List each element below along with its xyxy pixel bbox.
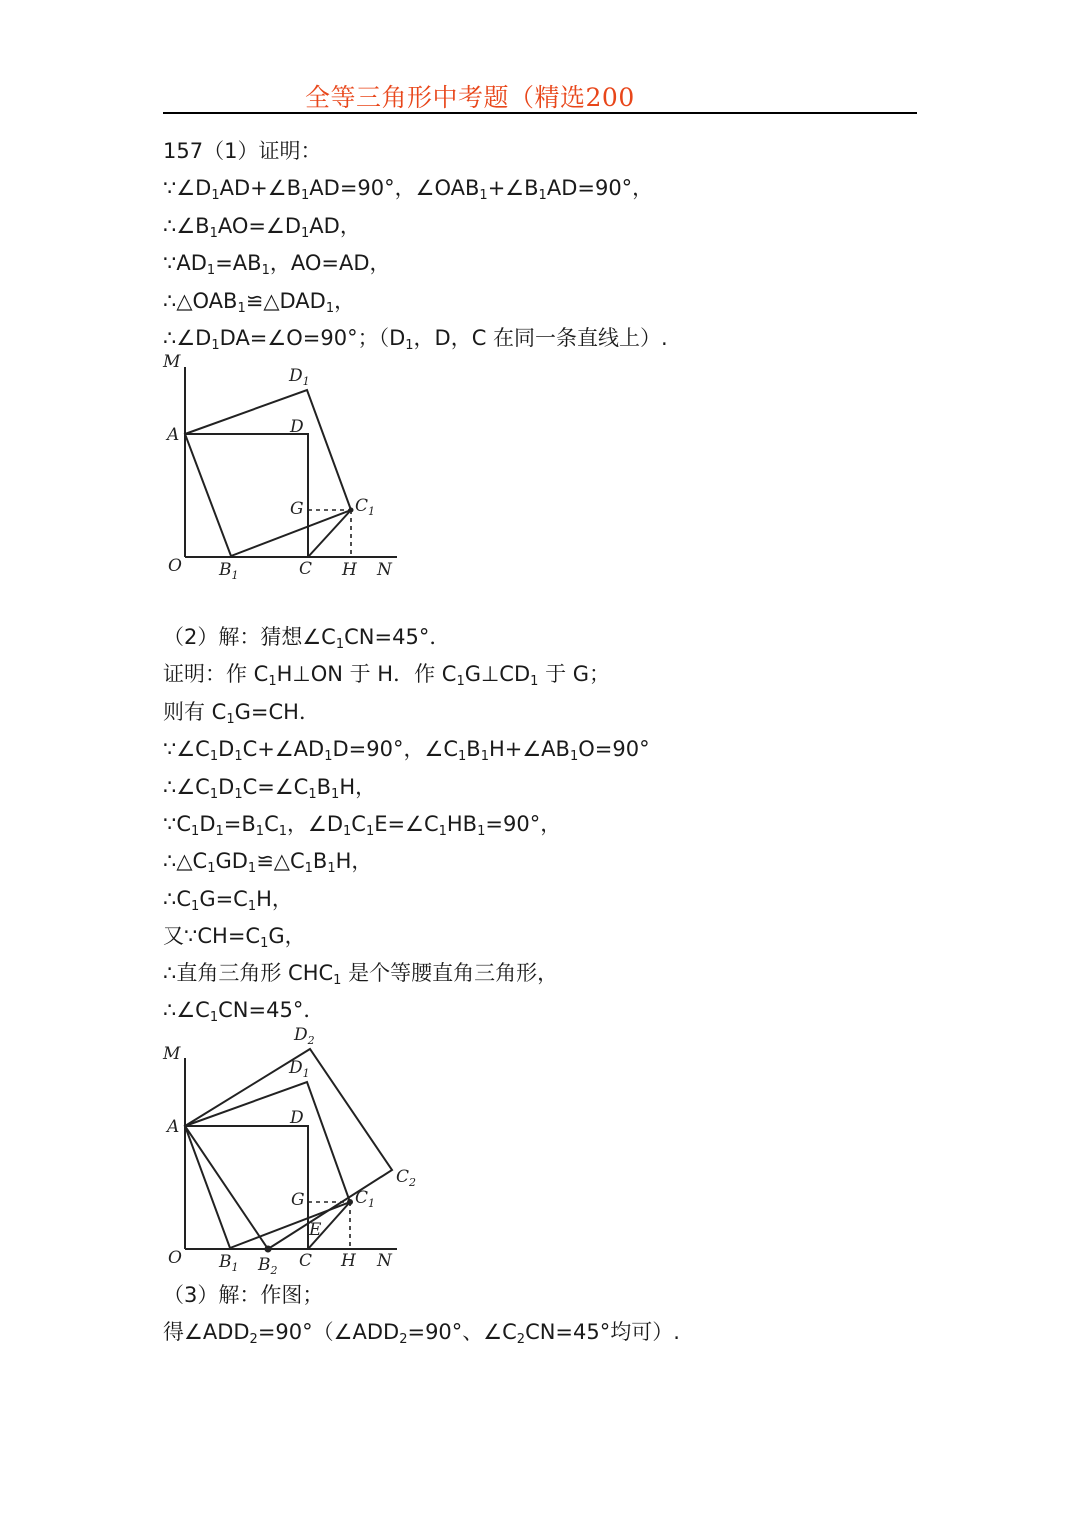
subscript: 1 <box>301 188 310 203</box>
subscript: 1 <box>480 749 489 764</box>
subscript: 1 <box>255 824 265 839</box>
subscript: 1 <box>438 824 447 839</box>
text-run: AD+∠B <box>219 176 302 200</box>
text-run: H， <box>256 887 293 911</box>
text-run: GD <box>215 849 248 873</box>
text-run: ∵C <box>163 812 192 836</box>
label-d1: $D_1$ <box>289 1058 310 1080</box>
text-run: =AB <box>215 251 262 275</box>
subscript: 1 <box>207 861 216 876</box>
text-run: ∴C <box>163 887 192 911</box>
subscript: 1 <box>237 301 246 316</box>
subscript: 1 <box>261 263 270 278</box>
text-run: ，D，C 在同一条直线上）. <box>413 326 668 350</box>
subscript: 1 <box>538 188 547 203</box>
label-h: H <box>341 1251 356 1271</box>
subscript: 1 <box>247 899 257 914</box>
text-run: ∴直角三角形 CHC <box>163 961 334 985</box>
text-run: =90°（∠ADD <box>257 1320 400 1344</box>
text-run: D <box>218 737 235 761</box>
text-run: E=∠C <box>374 812 439 836</box>
text-run: （3）解：作图； <box>163 1283 324 1307</box>
text-run: ∵∠C <box>163 737 210 761</box>
text-run: ∴△OAB <box>163 289 238 313</box>
text-run: AO=∠D <box>217 214 301 238</box>
text-run: CN=45°． <box>344 625 451 649</box>
text-run: G=C <box>199 887 248 911</box>
subscript: 1 <box>234 787 243 802</box>
text-run: ∴△C <box>163 849 208 873</box>
subscript: 1 <box>278 824 288 839</box>
text-run: B <box>316 775 332 799</box>
text-run: C <box>264 812 279 836</box>
subscript: 1 <box>304 861 313 876</box>
subscript: 1 <box>209 787 219 802</box>
text-run: C+∠AD <box>242 737 325 761</box>
text-run: ∴∠D <box>163 326 212 350</box>
subscript: 1 <box>365 824 375 839</box>
subscript: 1 <box>211 338 220 353</box>
text-run: HB <box>446 812 478 836</box>
text-run: ∴∠C <box>163 998 210 1022</box>
label-o: O <box>168 556 182 576</box>
subscript: 1 <box>479 188 488 203</box>
subscript: 1 <box>405 338 414 353</box>
subscript: 1 <box>530 674 539 689</box>
text-run: 则有 C <box>163 700 227 724</box>
subscript: 1 <box>211 188 220 203</box>
label-c1: $C_1$ <box>355 496 376 518</box>
subscript: 1 <box>226 712 235 727</box>
text-run: ， <box>334 289 356 313</box>
label-c2: $C_2$ <box>396 1167 417 1189</box>
label-e: E <box>309 1220 322 1240</box>
subscript: 2 <box>249 1332 258 1347</box>
subscript: 1 <box>335 637 345 652</box>
subscript: 1 <box>209 1010 219 1025</box>
text-run: CN=45°均可）. <box>525 1320 680 1344</box>
subscript: 1 <box>327 861 336 876</box>
subscript: 1 <box>209 226 218 241</box>
text-run: 是个等腰直角三角形， <box>341 961 559 985</box>
text-run: H， <box>339 775 377 799</box>
subscript: 1 <box>206 263 216 278</box>
subscript: 1 <box>325 301 335 316</box>
label-c: C <box>299 1251 313 1271</box>
text-run: =90°、∠C <box>407 1320 517 1344</box>
text-run: G⊥CD <box>464 662 531 686</box>
text-run: H+∠AB <box>488 737 570 761</box>
text-run: 157（1）证明： <box>163 139 322 163</box>
subscript: 1 <box>191 899 200 914</box>
subscript: 1 <box>247 861 257 876</box>
text-run: D=90°，∠C <box>332 737 458 761</box>
label-b2: $B_2$ <box>258 1255 278 1277</box>
text-run: ≌△DAD <box>245 289 326 313</box>
text-run: ，AO=AD， <box>269 251 391 275</box>
text-run: CN=45°． <box>218 998 325 1022</box>
subscript: 1 <box>333 973 342 988</box>
label-d2: $D_2$ <box>294 1025 315 1047</box>
subscript: 1 <box>301 226 310 241</box>
subscript: 1 <box>209 749 219 764</box>
label-b1: $B_1$ <box>219 1252 239 1274</box>
text-run: B <box>466 737 481 761</box>
text-run: O=90° <box>578 737 650 761</box>
subscript: 2 <box>516 1332 526 1347</box>
text-run: D <box>218 775 235 799</box>
text-run: ∵∠D <box>163 176 212 200</box>
point-b2 <box>265 1246 272 1253</box>
label-a: A <box>167 1117 180 1137</box>
text-run: B <box>312 849 328 873</box>
text-run: AD=90°， <box>546 176 654 200</box>
text-run: DA=∠O=90°；（D <box>219 326 406 350</box>
subscript: 1 <box>477 824 486 839</box>
label-m: M <box>163 1044 181 1064</box>
text-run: G， <box>268 924 306 948</box>
label-b1: $B_1$ <box>219 560 239 582</box>
text-run: G=CH． <box>234 700 320 724</box>
text-run: D <box>199 812 216 836</box>
text-run: AD=90°，∠OAB <box>309 176 480 200</box>
proof-line <box>163 1318 680 1346</box>
text-run: （2）解：猜想∠C <box>163 625 336 649</box>
text-run: =90°， <box>485 812 562 836</box>
text-run: ，∠D <box>287 812 344 836</box>
subscript: 1 <box>260 936 269 951</box>
subscript: 1 <box>457 749 467 764</box>
text-run: =B <box>223 812 256 836</box>
label-d: D <box>290 1108 304 1128</box>
label-n: N <box>377 1251 392 1271</box>
subscript: 1 <box>308 787 317 802</box>
subscript: 2 <box>399 1332 408 1347</box>
text-run: +∠B <box>487 176 539 200</box>
text-run: ∴∠C <box>163 775 210 799</box>
square-ab2c2d2 <box>185 1049 392 1249</box>
label-n: N <box>377 560 392 580</box>
subscript: 1 <box>343 824 352 839</box>
subscript: 1 <box>456 674 465 689</box>
label-m: M <box>163 352 181 372</box>
label-g: G <box>291 1190 305 1210</box>
label-d1: $D_1$ <box>289 366 310 388</box>
subscript: 1 <box>234 749 243 764</box>
text-run: ≌△C <box>256 849 305 873</box>
text-run: 得∠ADD <box>163 1320 250 1344</box>
proof-line <box>163 1281 323 1309</box>
point-c1 <box>347 1199 353 1205</box>
subscript: 1 <box>331 787 340 802</box>
text-run: C=∠C <box>242 775 309 799</box>
label-d: D <box>290 417 304 437</box>
text-run: ∵AD <box>163 251 207 275</box>
subscript: 1 <box>324 749 333 764</box>
text-run: C <box>351 812 366 836</box>
label-c1: $C_1$ <box>355 1188 376 1210</box>
subscript: 1 <box>191 824 200 839</box>
label-c: C <box>299 559 313 579</box>
text-run: H， <box>335 849 373 873</box>
text-run: 证明：作 C <box>163 662 269 686</box>
label-a: A <box>167 425 180 445</box>
text-run: ∴∠B <box>163 214 210 238</box>
text-run: 于 G； <box>538 662 611 686</box>
page-title: 全等三角形中考题（精选200 <box>305 83 635 112</box>
label-o: O <box>168 1248 182 1268</box>
square-oacd <box>185 1126 308 1249</box>
text-run: AD， <box>309 214 361 238</box>
square-ab1c1d1 <box>185 1082 350 1248</box>
text-run: 又∵CH=C <box>163 924 261 948</box>
text-run: H⊥ON 于 H．作 C <box>276 662 457 686</box>
label-g: G <box>290 499 304 519</box>
subscript: 1 <box>569 749 579 764</box>
subscript: 1 <box>268 674 277 689</box>
subscript: 1 <box>215 824 224 839</box>
label-h: H <box>342 560 357 580</box>
